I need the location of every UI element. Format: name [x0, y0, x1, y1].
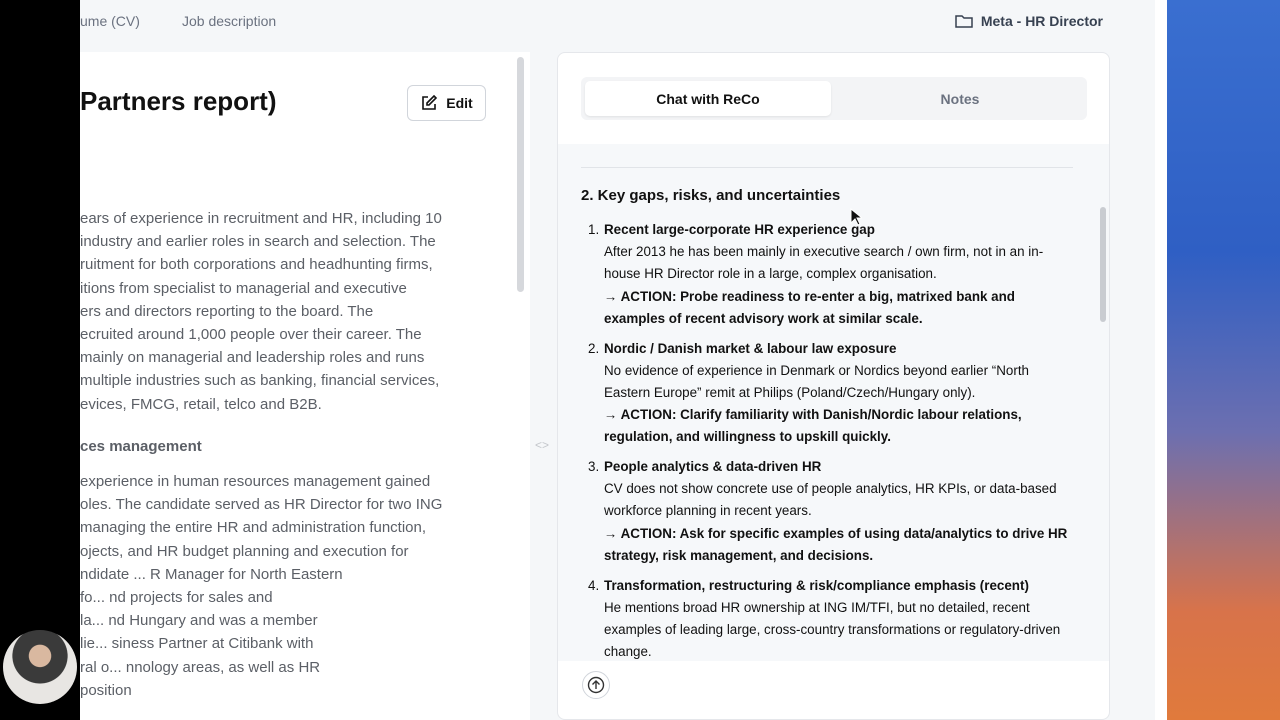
report-paragraph-1: ears of experience in recruitment and HR, including 10 industry and earlier roles in search and selection. The ruitment for both corporations and headhunting firms, itions from specialist to managerial and executive ers and directors reporting to the board. The ecruited around 1,000 people over their career. The mainly on managerial and leadership roles and runs multiple industries such as banking, financial services, evices, FMCG, retail, telco and B2B. — [80, 210, 442, 413]
top-bar — [80, 0, 1155, 44]
mouse-cursor-icon — [850, 208, 862, 226]
tab-notes[interactable]: Notes — [940, 90, 980, 107]
arrow-up-icon — [587, 676, 605, 694]
report-paragraph-2: experience in human resources management gained oles. The candidate served as HR Director for two ING managing the entire HR and administration function, ojects, and HR budget planning and execution for ndidate ... R Manager for North Eastern fo... nd projects for sales and la... nd Hungary and was a member lie... siness Partner at Citibank with ral o... nnology areas, as well as HR position — [80, 473, 443, 699]
tab-resume[interactable]: ume (CV) — [80, 13, 140, 29]
report-title: Partners report) — [80, 86, 277, 116]
list-item: 2. Nordic / Danish market & labour law exposure No evidence of experience in Denmark or Nordics beyond earlier “North Eastern Europe” remit at Philips (Poland/Czech/Hungary only). → ACTION: Clarify familiarity with Danish/Nordic labour relations, regulation, and willingness to upskill quickly. — [588, 340, 1029, 445]
tab-job-description[interactable]: Job description — [182, 13, 277, 29]
project-name: Meta - HR Director — [980, 13, 1103, 29]
divider — [581, 167, 1073, 168]
panel-resize-handle[interactable]: <> — [534, 438, 549, 452]
assistant-panel — [557, 52, 1110, 720]
screen-edge — [0, 0, 80, 720]
report-scrollbar[interactable] — [517, 57, 524, 292]
list-item: 4. Transformation, restructuring & risk/compliance emphasis (recent) He mentions broad HR ownership at ING IM/TFI, but no detailed, recent examples of leading large, cross-country transformations or regulatory-driven change. — [588, 577, 1061, 660]
scroll-up-button[interactable] — [582, 671, 610, 699]
section-subheading: ces management — [80, 438, 202, 455]
chat-scrollbar[interactable] — [1100, 207, 1106, 322]
assistant-tabs — [581, 77, 1087, 120]
edit-button[interactable]: Edit — [407, 85, 486, 121]
folder-icon — [955, 13, 973, 29]
gaps-list — [581, 219, 1071, 661]
webcam-overlay — [3, 630, 77, 704]
list-item: 1. Recent large-corporate HR experience gap After 2013 he has been mainly in executive search / own firm, not in an in-house HR Director role in a large, complex organisation. → ACTION: Probe readiness to re-enter a big, matrixed bank and examples of recent advisory work at similar scale. — [588, 222, 1044, 326]
edit-icon — [420, 94, 438, 112]
project-selector[interactable] — [955, 13, 1103, 29]
section-heading: 2. Key gaps, risks, and uncertainties — [581, 187, 841, 204]
desktop-background — [1155, 0, 1280, 720]
tab-chat[interactable]: Chat with ReCo — [585, 81, 831, 116]
list-item: 3. People analytics & data-driven HR CV does not show concrete use of people analytics, HR KPIs, or data-based workforce planning in recent years. → ACTION: Ask for specific examples of using data/analytics to drive HR strategy, risk management, and decisions. — [588, 459, 1068, 563]
report-panel — [80, 52, 530, 720]
chat-messages — [558, 144, 1110, 661]
